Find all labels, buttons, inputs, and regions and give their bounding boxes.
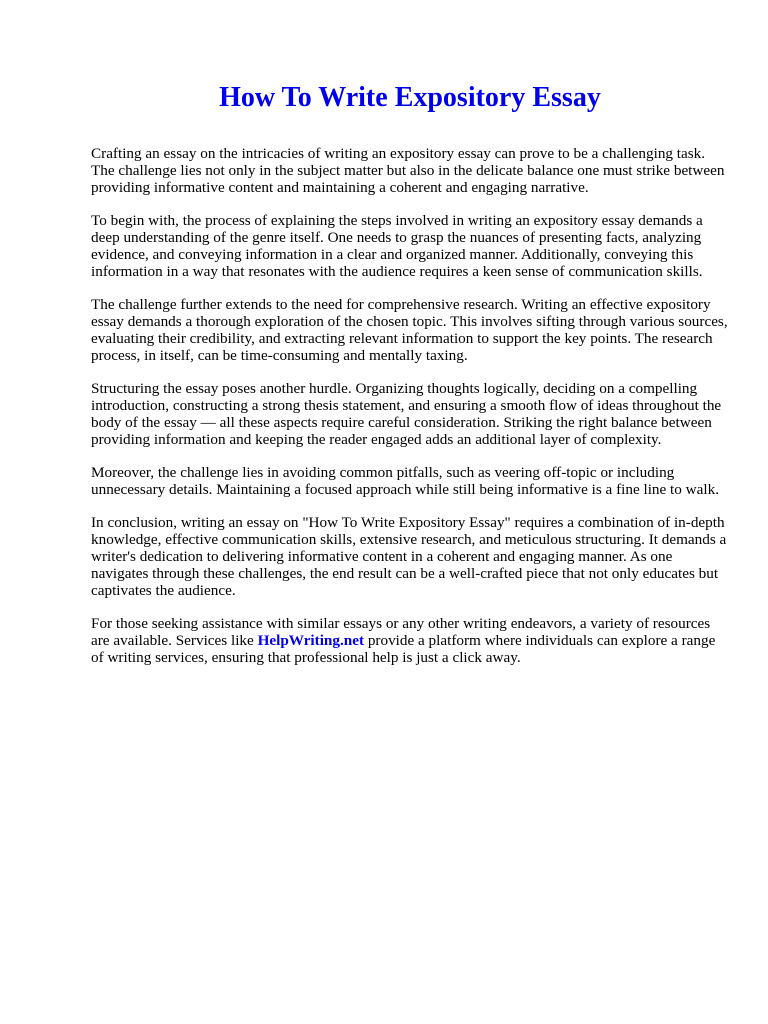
paragraph-understanding: To begin with, the process of explaining the steps involved in writing an expository essay demands a deep understanding of the genre itself. One needs to grasp the nuances of presenting facts, analyzing evidence, and conveying information in a clear and organized manner. Additionally, conveying this information in a way that resonates with the audience requires a keen sense of communication skills. <box>91 212 703 280</box>
document-body <box>91 145 731 682</box>
paragraph-structure: Structuring the essay poses another hurdle. Organizing thoughts logically, deciding on a compelling introduction, constructing a strong thesis statement, and ensuring a smooth flow of ideas throughout the body of the essay — all these aspects require careful consideration. Striking the right balance between providing information and keeping the reader engaged adds an additional layer of complexity. <box>91 380 722 448</box>
helpwriting-link[interactable]: HelpWriting.net <box>257 632 365 649</box>
paragraph-resources <box>91 615 731 666</box>
resources-text-before-link: For those seeking assistance with similar essays or any other writing endeavors, a variety of resources are available. Services like <box>91 615 711 649</box>
paragraph-conclusion: In conclusion, writing an essay on "How To Write Expository Essay" requires a combination of in-depth knowledge, effective communication skills, extensive research, and meticulous structuring. It demands a writer's dedication to delivering informative content in a coherent and engaging manner. As one navigates through these challenges, the end result can be a well-crafted piece that not only educates but captivates the audience. <box>91 514 727 599</box>
resources-text-after-link: provide a platform where individuals can explore a range of writing services, ensuring that professional help is just a click away. <box>91 632 716 666</box>
paragraph-intro: Crafting an essay on the intricacies of writing an expository essay can prove to be a challenging task. The challenge lies not only in the subject matter but also in the delicate balance one must strike between providing informative content and maintaining a coherent and engaging narrative. <box>91 145 725 196</box>
paragraph-pitfalls: Moreover, the challenge lies in avoiding common pitfalls, such as veering off-topic or including unnecessary details. Maintaining a focused approach while still being informative is a fine line to walk. <box>91 464 719 498</box>
document-title: How To Write Expository Essay <box>219 82 601 113</box>
paragraph-research: The challenge further extends to the need for comprehensive research. Writing an effective expository essay demands a thorough exploration of the chosen topic. This involves sifting through various sources, evaluating their credibility, and extracting relevant information to support the key points. The research process, in itself, can be time-consuming and mentally taxing. <box>91 296 728 364</box>
